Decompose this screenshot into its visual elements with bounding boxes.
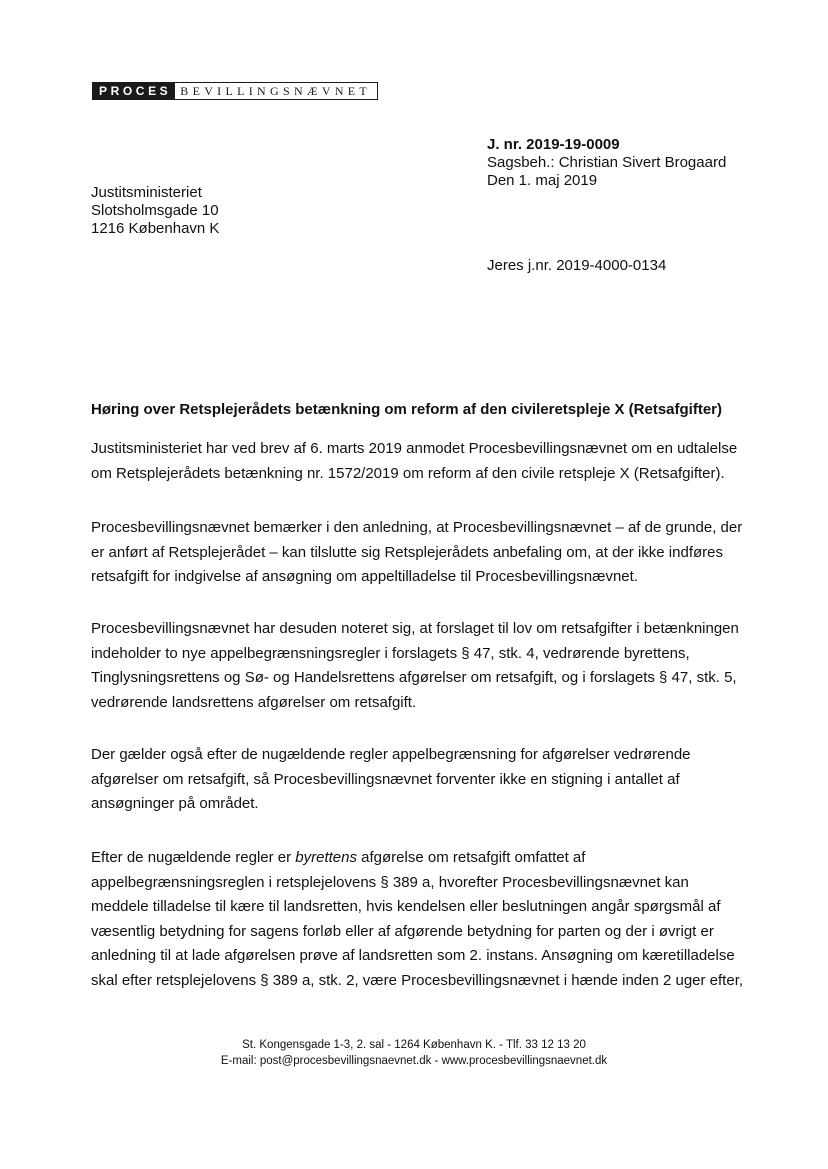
letter-heading: Høring over Retsplejerådets betænkning om reform af den civileretspleje X (Retsafgifter) <box>91 401 722 418</box>
paragraph-line: Procesbevillingsnævnet har desuden noteret sig, at forslaget til lov om retsafgifter i betænkningen <box>91 620 739 637</box>
line-text: afgørelse om retsafgift omfattet af <box>357 849 586 866</box>
paragraph-line: Der gælder også efter de nugældende regler appelbegrænsning for afgørelser vedrørende <box>91 746 691 763</box>
paragraph-line: ansøgninger på området. <box>91 795 259 812</box>
paragraph-1 <box>91 437 738 486</box>
paragraph-4 <box>91 743 731 817</box>
reference-number: Jeres j.nr. 2019-4000-0134 <box>487 257 667 274</box>
paragraph-line: anledning til at lade afgørelsen prøve af landsretten som 2. instans. Ansøgning om kæretilladelse <box>91 947 735 964</box>
emphasis-byrettens: byrettens <box>295 849 357 866</box>
paragraph-line: Justitsministeriet har ved brev af 6. marts 2019 anmodet Procesbevillingsnævnet om en udtalelse <box>91 440 738 457</box>
logo-light-part: BEVILLINGSNÆVNET <box>175 82 378 100</box>
paragraph-2 <box>91 516 743 590</box>
letterhead-logo <box>92 82 378 100</box>
line-text: Efter de nugældende regler er <box>91 849 296 866</box>
paragraph-line <box>91 846 731 871</box>
recipient-name: Justitsministeriet <box>91 184 202 201</box>
footer-address: St. Kongensgade 1-3, 2. sal - 1264 København K. - Tlf. 33 12 13 20 <box>242 1039 586 1051</box>
paragraph-line: er anført af Retsplejerådet – kan tilslutte sig Retsplejerådets anbefaling om, at der ikke indføres <box>91 543 723 561</box>
paragraph-line: skal efter retsplejelovens § 389 a, stk. 2, være Procesbevillingsnævnet i hænde inden 2 uger efter, <box>91 971 744 989</box>
paragraph-line: væsentlig betydning for sagens forløb eller af afgørende betydning for parten og der i øvrigt er <box>91 922 714 940</box>
paragraph-5 <box>91 846 744 993</box>
paragraph-3 <box>91 617 739 715</box>
paragraph-line: vedrørende landsrettens afgørelser om retsafgift. <box>91 693 417 711</box>
recipient-address <box>91 184 219 238</box>
recipient-city: 1216 København K <box>91 220 220 237</box>
letter-footer <box>0 1037 828 1069</box>
paragraph-line: om Retsplejerådets betænkning nr. 1572/2019 om reform af den civile retspleje X (Retsafgifter). <box>91 464 725 482</box>
paragraph-line: Tinglysningsrettens og Sø- og Handelsrettens afgørelser om retsafgift, og i forslagets § 47, stk. 5, <box>91 669 737 686</box>
letter-date: Den 1. maj 2019 <box>487 172 598 189</box>
footer-contact: E-mail: post@procesbevillingsnaevnet.dk - www.procesbevillingsnaevnet.dk <box>220 1055 608 1067</box>
logo-dark-part: PROCES <box>92 82 175 100</box>
recipient-street: Slotsholmsgade 10 <box>91 202 219 219</box>
paragraph-line: afgørelser om retsafgift, så Procesbevillingsnævnet forventer ikke en stigning i antallet af <box>91 770 680 788</box>
journal-number: J. nr. 2019-19-0009 <box>487 136 620 153</box>
paragraph-line: retsafgift for indgivelse af ansøgning om appeltilladelse til Procesbevillingsnævnet. <box>91 568 638 585</box>
case-meta <box>487 136 726 190</box>
paragraph-line: appelbegrænsningsreglen i retsplejelovens § 389 a, hvorefter Procesbevillingsnævnet kan <box>91 873 689 891</box>
paragraph-line: indeholder to nye appelbegrænsningsregler i forslagets § 47, stk. 4, vedrørende byrettens, <box>91 644 690 662</box>
case-handler: Sagsbeh.: Christian Sivert Brogaard <box>487 154 727 171</box>
paragraph-line: meddele tilladelse til kære til landsretten, hvis kendelsen eller beslutningen angår spørgsmål af <box>91 898 721 915</box>
paragraph-line: Procesbevillingsnævnet bemærker i den anledning, at Procesbevillingsnævnet – af de grunde, der <box>91 519 743 536</box>
